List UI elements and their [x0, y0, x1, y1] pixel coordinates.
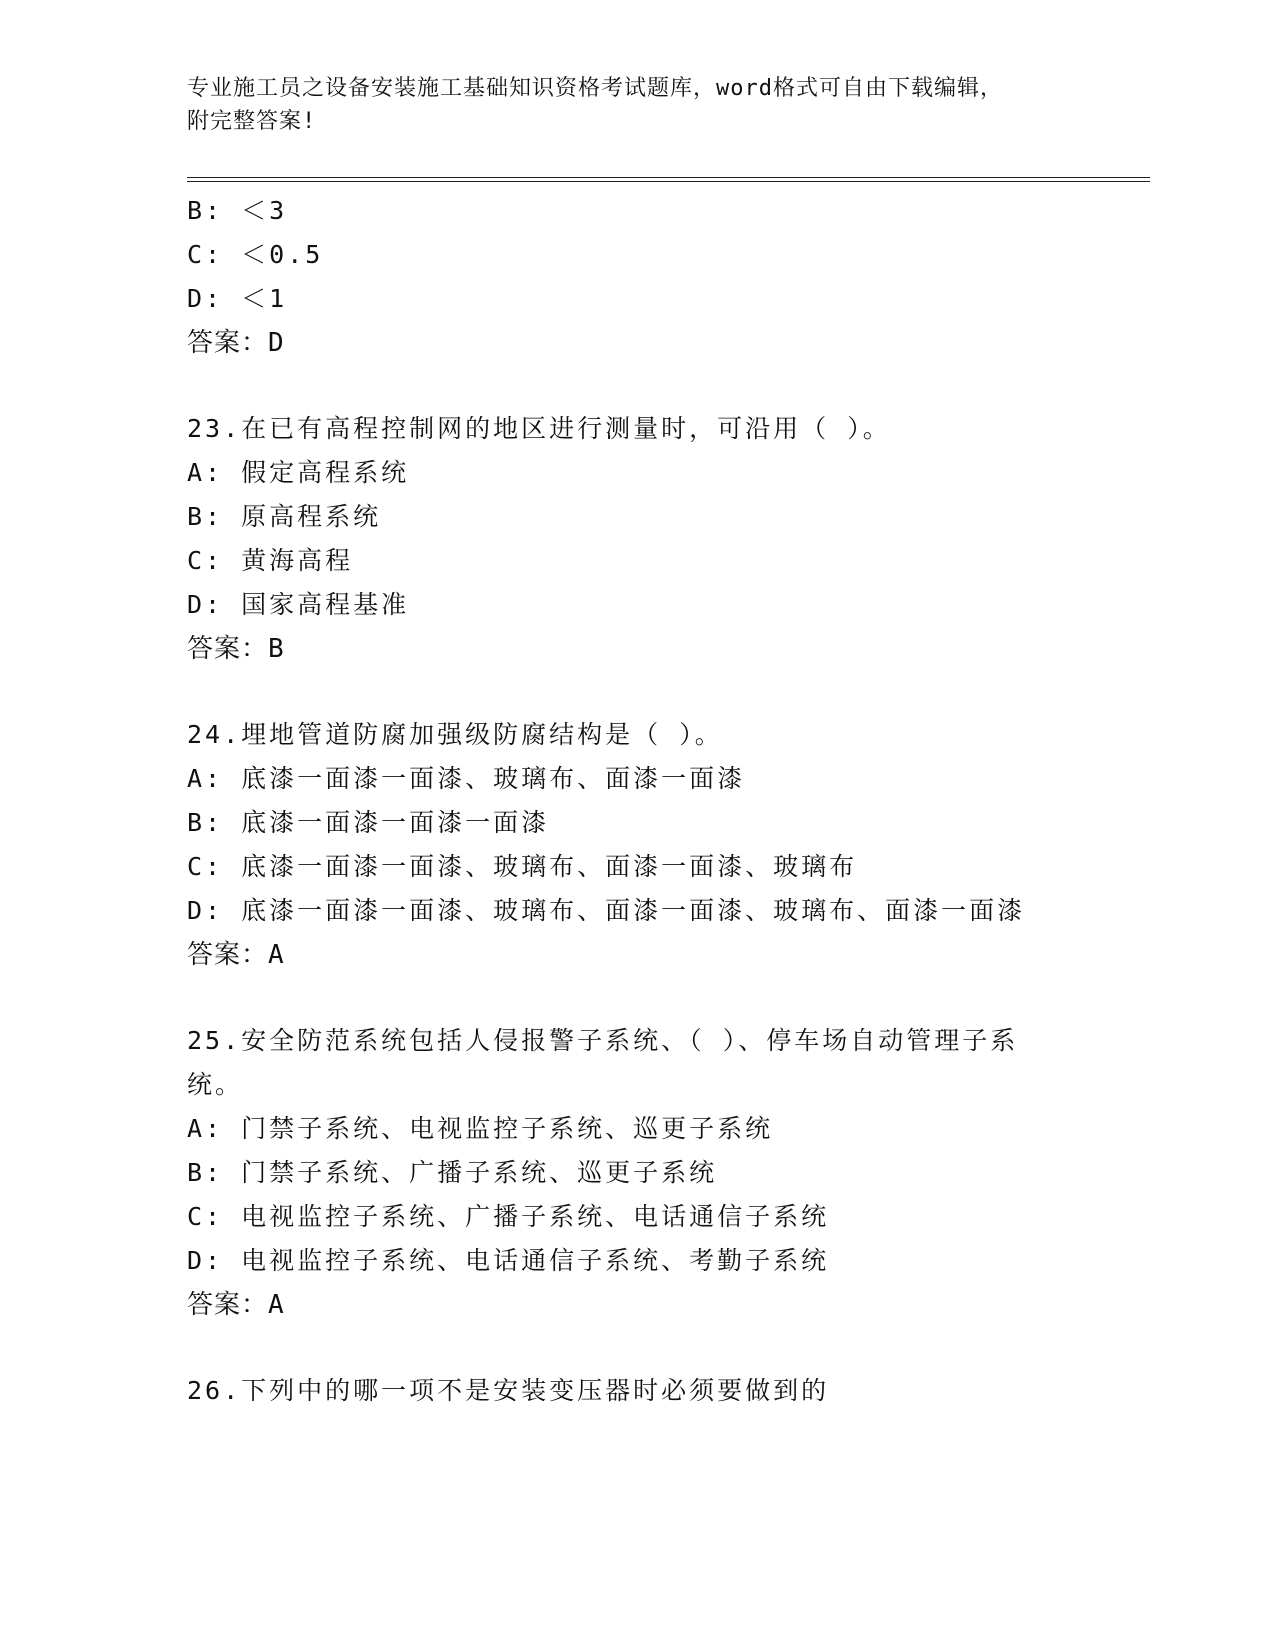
option-b: B: 原高程系统 — [187, 502, 382, 531]
header-divider-top — [187, 177, 1150, 178]
option-a: A: 底漆一面漆一面漆、玻璃布、面漆一面漆 — [187, 764, 746, 793]
option-d: D: 国家高程基准 — [187, 590, 410, 619]
question-stem: 25.安全防范系统包括人侵报警子系统、（ ）、停车场自动管理子系 — [187, 1026, 1019, 1055]
answer: 答案：D — [187, 328, 285, 358]
option-d: D: ＜1 — [187, 284, 288, 313]
option-c: C: ＜0.5 — [187, 240, 324, 269]
option-c: C: 底漆一面漆一面漆、玻璃布、面漆一面漆、玻璃布 — [187, 852, 858, 881]
option-d: D: 电视监控子系统、电话通信子系统、考勤子系统 — [187, 1246, 830, 1275]
option-b: B: 底漆一面漆一面漆一面漆 — [187, 808, 550, 837]
option-a: A: 假定高程系统 — [187, 458, 410, 487]
answer: 答案：B — [187, 634, 285, 664]
question-stem: 24.埋地管道防腐加强级防腐结构是（ ）。 — [187, 720, 723, 749]
question-stem-continued: 统。 — [187, 1070, 244, 1099]
option-b: B: ＜3 — [187, 196, 288, 225]
header-line-1: 专业施工员之设备安装施工基础知识资格考试题库，word格式可自由下载编辑， — [187, 76, 1003, 101]
header-divider-bottom — [187, 181, 1150, 182]
question-stem: 23.在已有高程控制网的地区进行测量时，可沿用（ ）。 — [187, 414, 891, 443]
option-a: A: 门禁子系统、电视监控子系统、巡更子系统 — [187, 1114, 774, 1143]
option-c: C: 电视监控子系统、广播子系统、电话通信子系统 — [187, 1202, 830, 1231]
option-c: C: 黄海高程 — [187, 546, 354, 575]
answer: 答案：A — [187, 940, 285, 970]
option-b: B: 门禁子系统、广播子系统、巡更子系统 — [187, 1158, 718, 1187]
option-d: D: 底漆一面漆一面漆、玻璃布、面漆一面漆、玻璃布、面漆一面漆 — [187, 896, 1026, 925]
header-line-2: 附完整答案! — [187, 109, 317, 134]
question-stem: 26.下列中的哪一项不是安装变压器时必须要做到的 — [187, 1376, 830, 1405]
answer: 答案：A — [187, 1290, 285, 1320]
document-header — [187, 72, 1087, 138]
